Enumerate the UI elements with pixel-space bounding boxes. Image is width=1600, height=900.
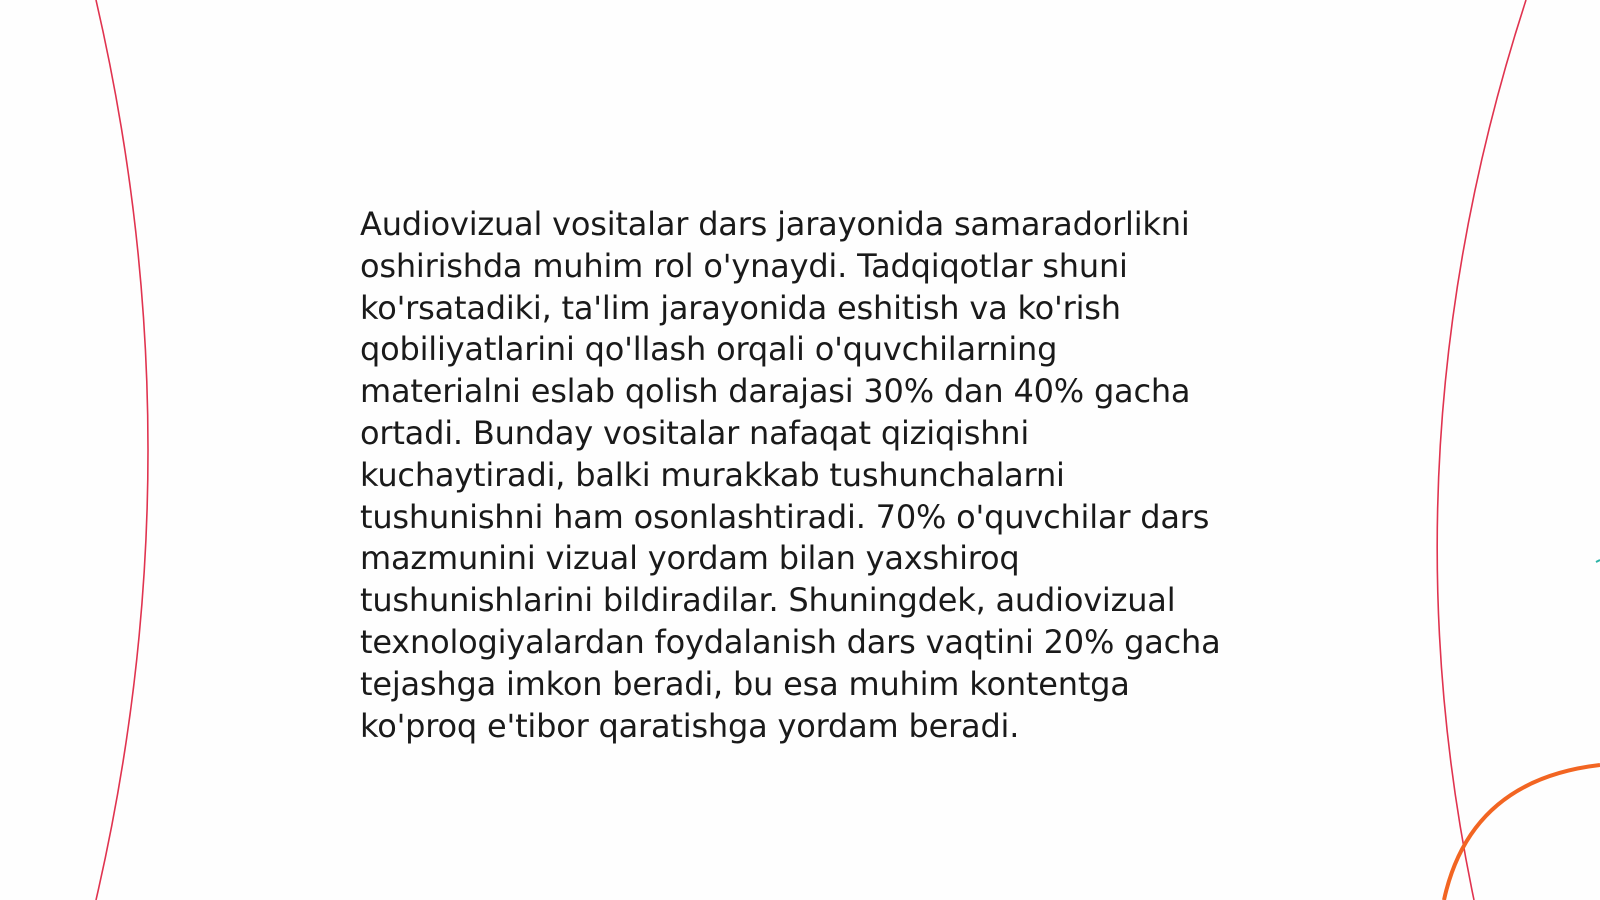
body-line: tushunishni ham osonlashtiradi. 70% o'quvchilar dars (360, 497, 1210, 536)
body-line: materialni eslab qolish darajasi 30% dan 40% gacha (360, 372, 1191, 411)
body-line: oshirishda muhim rol o'ynaydi. Tadqiqotlar shuni (360, 246, 1128, 285)
body-paragraph (360, 204, 1260, 747)
body-line: qobiliyatlarini qo'llash orqali o'quvchilarning (360, 330, 1058, 369)
orange-arc (1444, 765, 1600, 900)
left-curve-line (96, 0, 148, 900)
body-line: mazmunini vizual yordam bilan yaxshiroq (360, 539, 1020, 578)
body-line: ko'proq e'tibor qaratishga yordam beradi. (360, 706, 1020, 745)
body-line: tejashga imkon beradi, bu esa muhim kontentga (360, 664, 1130, 703)
body-line: texnologiyalardan foydalanish dars vaqtini 20% gacha (360, 622, 1221, 661)
teal-mark (1596, 560, 1600, 562)
body-line: ortadi. Bunday vositalar nafaqat qiziqishni (360, 413, 1030, 452)
body-line: tushunishlarini bildiradilar. Shuningdek, audiovizual (360, 581, 1176, 620)
body-line: Audiovizual vositalar dars jarayonida samaradorlikni (360, 205, 1190, 243)
body-line: kuchaytiradi, balki murakkab tushunchalarni (360, 455, 1065, 494)
body-line: ko'rsatadiki, ta'lim jarayonida eshitish va ko'rish (360, 288, 1121, 327)
right-curve-line (1437, 0, 1526, 900)
